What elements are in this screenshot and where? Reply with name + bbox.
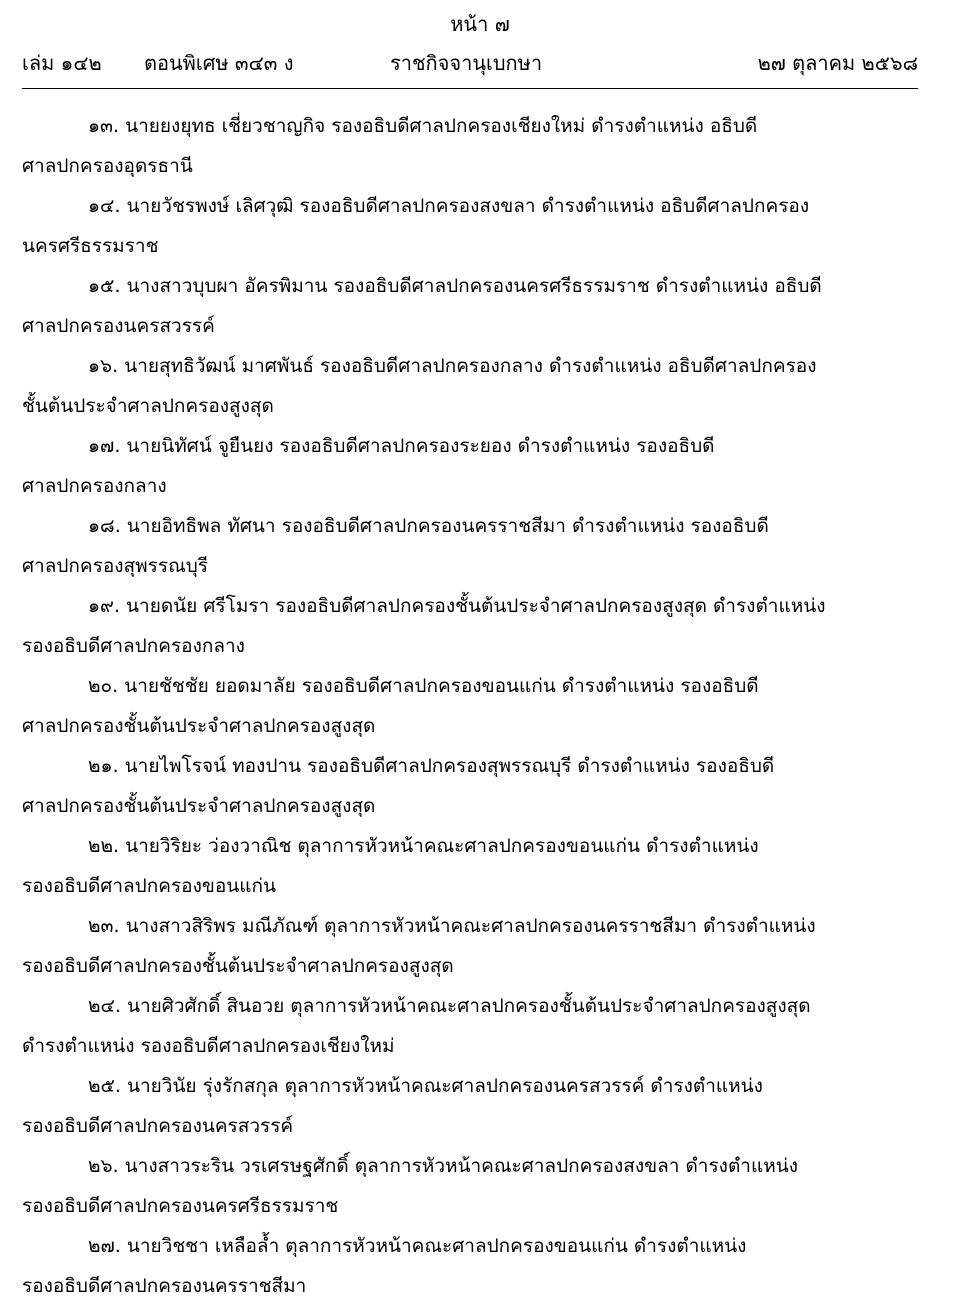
entry-second-line: ดำรงตำแหน่ง รองอธิบดีศาลปกครองเชียงใหม่ <box>22 1035 395 1057</box>
header-divider <box>22 88 918 89</box>
list-item <box>22 1146 918 1226</box>
volume-number: เล่ม ๑๔๒ <box>22 51 102 75</box>
list-item <box>22 986 918 1066</box>
entry-second-line: ศาลปกครองสุพรรณบุรี <box>22 555 208 577</box>
entry-second-line: ศาลปกครองนครสวรรค์ <box>22 315 215 337</box>
entry-first-line: ๑๔. นายวัชรพงษ์ เลิศวุฒิ รองอธิบดีศาลปกครองสงขลา ดำรงตำแหน่ง อธิบดีศาลปกครอง <box>88 195 810 217</box>
list-item <box>22 826 918 906</box>
entry-second-line: ศาลปกครองชั้นต้นประจำศาลปกครองสูงสุด <box>22 715 376 737</box>
entry-first-line: ๒๔. นายศิวศักดิ์ สินอวย ตุลาการหัวหน้าคณะศาลปกครองชั้นต้นประจำศาลปกครองสูงสุด <box>88 995 811 1017</box>
entry-second-line: รองอธิบดีศาลปกครองขอนแก่น <box>22 875 276 897</box>
entry-second-line: ศาลปกครองกลาง <box>22 475 167 497</box>
entry-second-line: ศาลปกครองชั้นต้นประจำศาลปกครองสูงสุด <box>22 795 376 817</box>
entry-second-line: รองอธิบดีศาลปกครองนครสวรรค์ <box>22 1115 294 1137</box>
entry-second-line: นครศรีธรรมราช <box>22 235 159 257</box>
entry-second-line: รองอธิบดีศาลปกครองกลาง <box>22 635 245 657</box>
entry-first-line: ๑๗. นายนิทัศน์ จูยืนยง รองอธิบดีศาลปกครองระยอง ดำรงตำแหน่ง รองอธิบดี <box>88 435 715 457</box>
list-item <box>22 746 918 826</box>
list-item <box>22 266 918 346</box>
list-item <box>22 1226 918 1306</box>
list-item <box>22 106 918 186</box>
page-number: หน้า ๗ <box>450 12 510 36</box>
list-item <box>22 426 918 506</box>
entry-first-line: ๑๘. นายอิทธิพล ทัศนา รองอธิบดีศาลปกครองนครราชสีมา ดำรงตำแหน่ง รองอธิบดี <box>88 515 769 537</box>
entry-first-line: ๑๕. นางสาวบุบผา อัครพิมาน รองอธิบดีศาลปกครองนครศรีธรรมราช ดำรงตำแหน่ง อธิบดี <box>88 275 822 297</box>
entry-second-line: รองอธิบดีศาลปกครองนครราชสีมา <box>22 1275 307 1297</box>
entry-second-line: รองอธิบดีศาลปกครองนครศรีธรรมราช <box>22 1195 339 1217</box>
entry-first-line: ๒๗. นายวิชชา เหลือล้ำ ตุลาการหัวหน้าคณะศาลปกครองขอนแก่น ดำรงตำแหน่ง <box>88 1235 747 1257</box>
entry-first-line: ๑๙. นายดนัย ศรีโมรา รองอธิบดีศาลปกครองชั้นต้นประจำศาลปกครองสูงสุด ดำรงตำแหน่ง <box>88 595 826 617</box>
entry-first-line: ๒๑. นายไพโรจน์ ทองปาน รองอธิบดีศาลปกครองสุพรรณบุรี ดำรงตำแหน่ง รองอธิบดี <box>88 755 775 777</box>
appointment-list <box>22 106 918 1306</box>
list-item <box>22 586 918 666</box>
list-item <box>22 666 918 746</box>
gazette-name: ราชกิจจานุเบกษา <box>390 51 543 75</box>
entry-first-line: ๒๐. นายชัชชัย ยอดมาลัย รองอธิบดีศาลปกครองขอนแก่น ดำรงตำแหน่ง รองอธิบดี <box>88 675 759 697</box>
list-item <box>22 186 918 266</box>
entry-second-line: รองอธิบดีศาลปกครองชั้นต้นประจำศาลปกครองสูงสุด <box>22 955 454 977</box>
entry-first-line: ๒๒. นายวิริยะ ว่องวาณิช ตุลาการหัวหน้าคณะศาลปกครองขอนแก่น ดำรงตำแหน่ง <box>88 835 759 857</box>
entry-first-line: ๒๕. นายวินัย รุ่งรักสกุล ตุลาการหัวหน้าคณะศาลปกครองนครสวรรค์ ดำรงตำแหน่ง <box>88 1075 763 1097</box>
entry-second-line: ชั้นต้นประจำศาลปกครองสูงสุด <box>22 395 274 417</box>
entry-second-line: ศาลปกครองอุดรธานี <box>22 155 193 177</box>
list-item <box>22 346 918 426</box>
entry-first-line: ๑๓. นายยงยุทธ เชี่ยวชาญกิจ รองอธิบดีศาลปกครองเชียงใหม่ ดำรงตำแหน่ง อธิบดี <box>88 115 758 137</box>
list-item <box>22 506 918 586</box>
list-item <box>22 906 918 986</box>
list-item <box>22 1066 918 1146</box>
gazette-header <box>22 48 918 78</box>
issue-number: ตอนพิเศษ ๓๔๓ ง <box>144 51 294 75</box>
entry-first-line: ๒๓. นางสาวสิริพร มณีภัณฑ์ ตุลาการหัวหน้าคณะศาลปกครองนครราชสีมา ดำรงตำแหน่ง <box>88 915 816 937</box>
entry-first-line: ๑๖. นายสุทธิวัฒน์ มาศพันธ์ รองอธิบดีศาลปกครองกลาง ดำรงตำแหน่ง อธิบดีศาลปกครอง <box>88 355 817 377</box>
publication-date: ๒๗ ตุลาคม ๒๕๖๘ <box>757 51 918 75</box>
entry-first-line: ๒๖. นางสาวระริน วรเศรษฐศักดิ์ ตุลาการหัวหน้าคณะศาลปกครองสงขลา ดำรงตำแหน่ง <box>88 1155 798 1177</box>
